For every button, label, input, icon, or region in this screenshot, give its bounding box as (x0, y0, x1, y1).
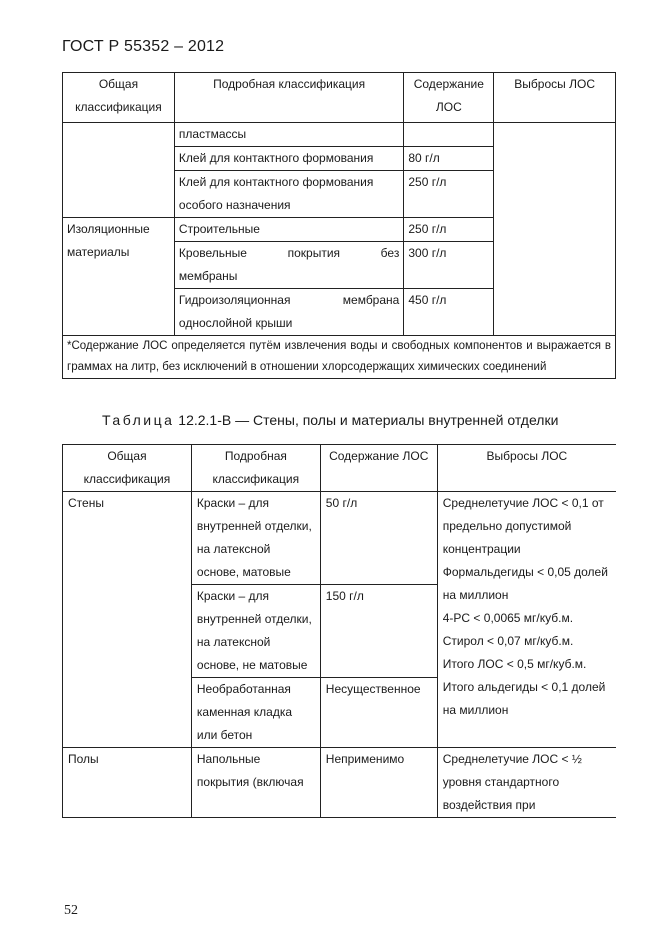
table-header-row (63, 73, 616, 123)
cell-content: Несущественное (320, 678, 437, 748)
waterproof-line-1: Гидроизоляционная мембрана (178, 293, 400, 307)
table-header-row (63, 445, 617, 492)
table-row (63, 123, 616, 147)
cell-detail: Краски – для внутренней отделки, на латексной основе, матовые (191, 492, 320, 585)
cell-detail (174, 289, 403, 336)
header-detail: Подробная классификация (191, 445, 320, 492)
cell-group-floors: Полы (63, 748, 192, 818)
table-caption (102, 412, 558, 428)
cell-emissions-empty (494, 123, 616, 336)
caption-text: 12.2.1-В — Стены, полы и материалы внутренней отделки (178, 412, 559, 428)
cell-content (404, 123, 494, 147)
cell-content: 250 г/л (404, 218, 494, 242)
cell-content: 50 г/л (320, 492, 437, 585)
cell-content: 150 г/л (320, 585, 437, 678)
header-emissions: Выбросы ЛОС (437, 445, 616, 492)
cell-detail: Клей для контактного формования (174, 147, 403, 171)
cell-content: 300 г/л (404, 242, 494, 289)
header-general: Общая классификация (63, 445, 192, 492)
cell-content: Неприменимо (320, 748, 437, 818)
footnote-row (63, 336, 616, 379)
emission-line: 4-PC < 0,0065 мг/куб.м. (442, 611, 574, 625)
roofing-line-1: Кровельные покрытия без (178, 246, 400, 260)
cell-content: 450 г/л (404, 289, 494, 336)
document-header: ГОСТ Р 55352 – 2012 (62, 38, 225, 55)
cell-detail: пластмассы (174, 123, 403, 147)
cell-walls-emissions (437, 492, 616, 748)
table-row (63, 748, 617, 818)
page-number: 52 (64, 903, 78, 918)
emission-line: Формальдегиды < 0,05 долей на миллион (442, 565, 608, 602)
cell-detail (174, 242, 403, 289)
waterproof-line-2: однослойной крыши (178, 316, 293, 330)
header-general: Общая классификация (63, 73, 175, 123)
header-emissions: Выбросы ЛОС (494, 73, 616, 123)
footnote: *Содержание ЛОС определяется путём извлечения воды и свободных компонентов и выражается в граммах на литр, без исключений в отношении хлорсодержащих химических соединений (63, 336, 616, 379)
cell-detail: Напольные покрытия (включая (191, 748, 320, 818)
cell-group-insulation: Изоляционные материалы (63, 218, 175, 336)
emission-line: Стирол < 0,07 мг/куб.м. (442, 634, 574, 648)
cell-group-walls: Стены (63, 492, 192, 748)
header-content: Содержание ЛОС (320, 445, 437, 492)
cell-detail: Клей для контактного формования особого назначения (174, 171, 403, 218)
emission-line: Итого ЛОС < 0,5 мг/куб.м. (442, 657, 587, 671)
cell-detail: Краски – для внутренней отделки, на латексной основе, не матовые (191, 585, 320, 678)
table-walls-floors (62, 444, 616, 818)
cell-detail: Необработанная каменная кладка или бетон (191, 678, 320, 748)
cell-content: 250 г/л (404, 171, 494, 218)
header-content: Содержание ЛОС (404, 73, 494, 123)
emission-line: Среднелетучие ЛОС < 0,1 от предельно допустимой концентрации (442, 496, 604, 556)
table-voc-continued (62, 72, 616, 379)
caption-prefix: Таблица (102, 412, 175, 428)
cell-content: 80 г/л (404, 147, 494, 171)
cell-detail: Строительные (174, 218, 403, 242)
cell-empty-group (63, 123, 175, 218)
table-row (63, 492, 617, 585)
emission-line: Итого альдегиды < 0,1 долей на миллион (442, 680, 606, 717)
roofing-line-2: мембраны (178, 269, 238, 283)
cell-floors-emissions: Среднелетучие ЛОС < ½ уровня стандартного воздействия при (437, 748, 616, 818)
header-detail: Подробная классификация (174, 73, 403, 123)
